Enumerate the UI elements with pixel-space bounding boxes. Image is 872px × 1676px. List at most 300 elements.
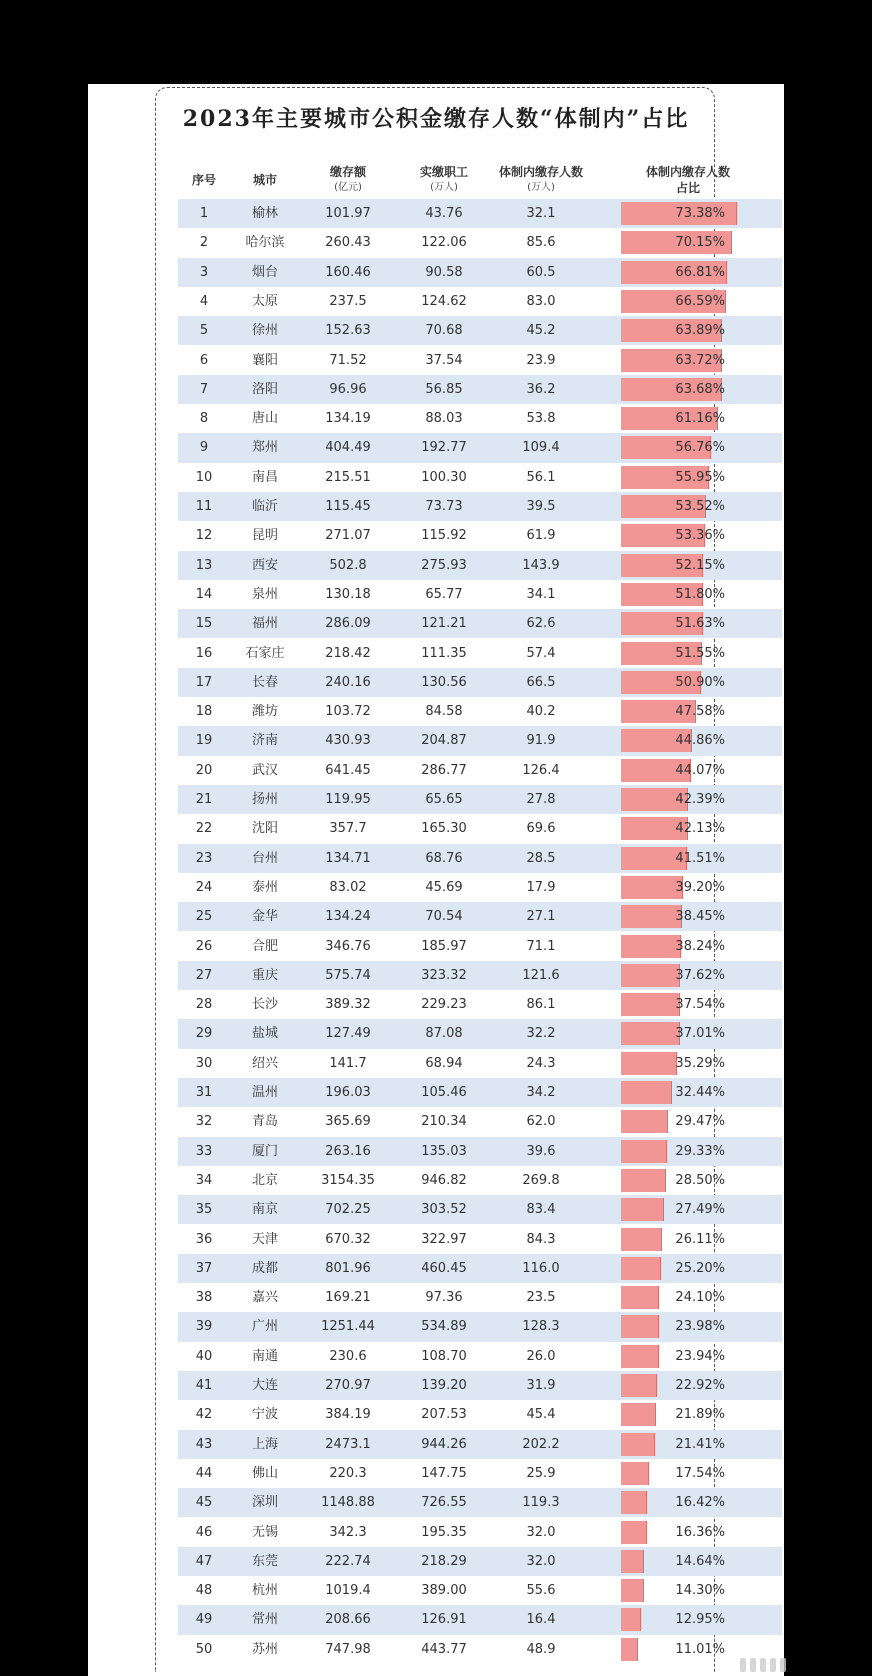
cell-workers: 84.58 [425,704,463,720]
cell-ratio: 63.68% [675,381,725,397]
cell-ratio: 17.54% [675,1465,725,1481]
cell-deposit: 670.32 [325,1231,371,1247]
cell-city: 长春 [251,674,278,690]
cell-city: 临沂 [251,499,278,514]
cell-inst: 121.6 [522,967,560,983]
cell-ratio: 23.94% [675,1348,725,1364]
table-row [178,1254,782,1283]
ratio-bar-cell [621,436,745,459]
cell-deposit: 3154.35 [321,1172,375,1188]
cell-workers: 185.97 [421,938,467,954]
cell-workers: 68.94 [425,1055,463,1071]
cell-seq: 11 [195,499,213,514]
cell-workers: 73.73 [425,499,463,514]
cell-workers: 90.58 [425,264,463,280]
cell-workers: 87.08 [425,1026,463,1042]
cell-city: 沈阳 [251,821,278,837]
cell-deposit: 152.63 [325,323,371,339]
cell-seq: 23 [195,850,213,866]
cell-ratio: 51.80% [675,586,725,602]
cell-workers: 165.30 [421,821,467,837]
cell-seq: 7 [199,381,209,397]
cell-ratio: 47.58% [675,704,725,720]
cell-inst: 31.9 [526,1378,556,1393]
cell-ratio: 38.24% [675,938,725,954]
cell-workers: 322.97 [421,1231,467,1247]
cell-workers: 303.52 [421,1202,467,1218]
cell-inst: 36.2 [526,381,556,397]
cell-city: 盐城 [251,1026,278,1042]
ratio-bar-cell [621,583,745,606]
cell-deposit: 801.96 [325,1260,371,1276]
table-row [178,785,782,814]
ratio-bar-cell [621,466,745,489]
cell-ratio: 53.52% [675,499,725,514]
cell-city: 无锡 [251,1524,278,1540]
table-row [178,961,782,990]
cell-deposit: 384.19 [325,1407,371,1423]
cell-inst: 45.4 [526,1407,556,1423]
ratio-bar-cell [621,1579,745,1602]
ratio-bar-cell [621,964,745,987]
ratio-bar-cell [621,612,745,635]
cell-seq: 3 [199,264,209,280]
cell-workers: 460.45 [421,1260,467,1276]
cell-deposit: 218.42 [325,645,371,661]
cell-ratio: 44.86% [675,733,725,749]
cell-ratio: 70.15% [675,235,725,251]
table-row [178,316,782,345]
cell-workers: 97.36 [425,1290,463,1306]
ratio-bar-cell [621,993,745,1016]
cell-workers: 726.55 [421,1495,467,1511]
cell-deposit: 389.32 [325,997,371,1013]
cell-deposit: 127.49 [325,1026,371,1042]
cell-workers: 88.03 [425,411,463,427]
cell-deposit: 342.3 [329,1524,367,1540]
cell-deposit: 271.07 [325,528,371,544]
table-row [178,1225,782,1254]
ratio-bar-cell [621,1198,745,1221]
table-row [178,1049,782,1078]
cell-inst: 39.5 [526,499,556,514]
cell-seq: 12 [195,528,213,544]
ratio-bar-cell [621,1403,745,1426]
header-inst-ratio-label: 体制内缴存人数 [645,165,730,179]
cell-ratio: 51.55% [675,645,725,661]
ratio-bar-cell [621,319,745,342]
ratio-bar-cell [621,1022,745,1045]
cell-seq: 14 [195,586,213,602]
table-row [178,1488,782,1517]
cell-ratio: 42.39% [675,792,725,807]
cell-workers: 130.56 [421,674,467,690]
cell-city: 南京 [251,1202,278,1218]
cell-ratio: 56.76% [675,440,725,456]
cell-deposit: 71.52 [329,352,367,368]
ratio-bar-cell [621,1169,745,1192]
header-seq-label: 序号 [191,173,216,187]
cell-ratio: 29.47% [675,1114,725,1130]
cell-workers: 229.23 [421,997,467,1013]
cell-seq: 25 [195,909,213,925]
cell-ratio: 53.36% [675,528,725,544]
header-city-label: 城市 [252,173,277,187]
ratio-bar-cell [621,231,745,254]
cell-inst: 34.2 [526,1085,556,1100]
table-row [178,668,782,697]
cell-inst: 83.0 [526,293,556,309]
cell-ratio: 21.89% [675,1407,725,1423]
cell-workers: 210.34 [421,1114,467,1130]
cell-workers: 68.76 [425,850,463,866]
cell-city: 青岛 [251,1114,278,1130]
cell-inst: 57.4 [526,645,556,661]
cell-seq: 15 [195,616,213,632]
cell-workers: 147.75 [421,1465,467,1481]
cell-ratio: 51.63% [675,616,725,632]
cell-inst: 128.3 [522,1319,560,1335]
cell-seq: 17 [195,674,213,690]
cell-city: 上海 [251,1436,278,1452]
cell-deposit: 220.3 [329,1465,367,1481]
cell-seq: 19 [195,733,213,749]
table-row [178,199,782,228]
cell-city: 广州 [251,1319,278,1335]
cell-workers: 946.82 [421,1172,467,1188]
ratio-bar-cell [621,1257,745,1280]
cell-city: 西安 [251,557,278,573]
cell-deposit: 83.02 [329,879,367,895]
cell-seq: 46 [195,1524,213,1540]
cell-inst: 25.9 [526,1465,556,1481]
cell-ratio: 61.16% [675,411,725,427]
table-row [178,873,782,902]
cell-ratio: 37.54% [675,997,725,1013]
cell-seq: 35 [195,1202,213,1218]
cell-ratio: 50.90% [675,674,725,690]
table-row [178,287,782,316]
cell-seq: 37 [195,1260,213,1276]
cell-city: 南通 [251,1348,278,1364]
cell-inst: 119.3 [522,1495,560,1511]
cell-inst: 126.4 [522,762,560,778]
cell-city: 太原 [251,293,278,309]
cell-deposit: 160.46 [325,264,371,280]
table-row [178,1400,782,1429]
ratio-bar-cell [621,524,745,547]
cell-deposit: 130.18 [325,586,371,602]
ratio-bar-cell [621,847,745,870]
header-workers-label: 实缴职工 [419,165,468,179]
cell-ratio: 25.20% [675,1260,725,1276]
cell-city: 嘉兴 [251,1290,278,1306]
cell-inst: 86.1 [526,997,556,1013]
cell-workers: 65.77 [425,586,463,602]
ratio-bar-cell [621,554,745,577]
cell-ratio: 52.15% [675,557,725,573]
cell-city: 襄阳 [251,352,278,368]
cell-workers: 65.65 [425,792,463,807]
cell-city: 北京 [251,1172,278,1188]
cell-deposit: 222.74 [325,1553,371,1569]
cell-workers: 100.30 [421,469,467,485]
cell-deposit: 1251.44 [321,1319,375,1335]
cell-inst: 83.4 [526,1202,556,1218]
cell-workers: 121.21 [421,616,467,632]
cell-inst: 45.2 [526,323,556,339]
cell-seq: 30 [195,1055,213,1071]
cell-deposit: 230.6 [329,1348,367,1364]
cell-seq: 24 [195,879,213,895]
cell-deposit: 134.24 [325,909,371,925]
cell-ratio: 38.45% [675,909,725,925]
cell-deposit: 430.93 [325,733,371,749]
cell-deposit: 502.8 [329,557,367,573]
cell-deposit: 747.98 [325,1641,371,1657]
table-row [178,990,782,1019]
cell-deposit: 365.69 [325,1114,371,1130]
ratio-bar-cell [621,876,745,899]
table-row [178,404,782,433]
table-row [178,639,782,668]
cell-ratio: 37.01% [675,1026,725,1042]
table-row [178,726,782,755]
cell-city: 杭州 [251,1583,278,1599]
cell-ratio: 63.89% [675,323,725,339]
cell-seq: 43 [195,1436,213,1452]
cell-city: 深圳 [251,1495,278,1511]
cell-ratio: 37.62% [675,967,725,983]
ratio-bar-cell [621,407,745,430]
cell-city: 东莞 [251,1553,278,1569]
cell-seq: 1 [199,206,209,221]
cell-city: 武汉 [251,762,278,778]
cell-ratio: 14.30% [675,1583,725,1599]
table-row [178,1019,782,1048]
ratio-bar-cell [621,1462,745,1485]
cell-deposit: 1148.88 [321,1495,375,1511]
cell-deposit: 1019.4 [325,1583,371,1599]
cell-workers: 122.06 [421,235,467,251]
cell-ratio: 39.20% [675,879,725,895]
cell-workers: 286.77 [421,762,467,778]
cell-city: 温州 [251,1085,278,1100]
cell-inst: 62.6 [526,616,556,632]
cell-ratio: 41.51% [675,850,725,866]
cell-deposit: 240.16 [325,674,371,690]
header-seq [178,156,230,204]
cell-workers: 105.46 [421,1085,467,1100]
cell-seq: 49 [195,1612,213,1628]
cell-seq: 27 [195,967,213,983]
cell-deposit: 270.97 [325,1378,371,1393]
table-row [178,551,782,580]
cell-deposit: 286.09 [325,616,371,632]
cell-workers: 218.29 [421,1553,467,1569]
cell-seq: 2 [199,235,209,251]
cell-city: 金华 [251,909,278,925]
cell-workers: 70.54 [425,909,463,925]
cell-ratio: 14.64% [675,1553,725,1569]
cell-deposit: 141.7 [329,1055,367,1071]
cell-ratio: 28.50% [675,1172,725,1188]
header-deposit-label: 缴存额 [329,165,366,179]
cell-inst: 17.9 [526,879,556,895]
cell-inst: 66.5 [526,674,556,690]
cell-ratio: 29.33% [675,1143,725,1159]
cell-workers: 204.87 [421,733,467,749]
cell-ratio: 24.10% [675,1290,725,1306]
cell-city: 徐州 [251,323,278,339]
cell-deposit: 2473.1 [325,1436,371,1452]
cell-inst: 40.2 [526,704,556,720]
header-inst-count-label: 体制内缴存人数 [498,165,583,179]
cell-ratio: 63.72% [675,352,725,368]
cell-seq: 50 [195,1641,213,1657]
cell-workers: 70.68 [425,323,463,339]
cell-seq: 13 [195,557,213,573]
cell-inst: 34.1 [526,586,556,602]
cell-inst: 53.8 [526,411,556,427]
cell-workers: 124.62 [421,293,467,309]
cell-city: 佛山 [251,1465,278,1481]
ratio-bar-cell [621,788,745,811]
ratio-bar-cell [621,1315,745,1338]
table-row [178,492,782,521]
cell-ratio: 73.38% [675,206,725,221]
cell-seq: 42 [195,1407,213,1423]
cell-deposit: 196.03 [325,1085,371,1100]
cell-seq: 16 [195,645,213,661]
cell-inst: 60.5 [526,264,556,280]
table-row [178,1576,782,1605]
cell-workers: 108.70 [421,1348,467,1364]
cell-ratio: 42.13% [675,821,725,837]
cell-seq: 39 [195,1319,213,1335]
cell-city: 扬州 [251,792,278,807]
table-row [178,1137,782,1166]
cell-seq: 20 [195,762,213,778]
cell-city: 济南 [251,733,278,749]
cell-inst: 55.6 [526,1583,556,1599]
scroll-handle-icon[interactable] [740,1658,790,1672]
ratio-bar-cell [621,1140,745,1163]
ratio-bar-cell [621,671,745,694]
cell-inst: 202.2 [522,1436,560,1452]
cell-deposit: 404.49 [325,440,371,456]
cell-deposit: 237.5 [329,293,367,309]
header-inst-ratio-unit: 占比 [675,181,700,195]
header-inst-count-unit: (万人) [527,182,555,193]
ratio-bar-cell [621,817,745,840]
table-row [178,433,782,462]
cell-ratio: 35.29% [675,1055,725,1071]
cell-deposit: 134.19 [325,411,371,427]
cell-inst: 61.9 [526,528,556,544]
cell-city: 天津 [251,1231,278,1247]
cell-workers: 135.03 [421,1143,467,1159]
cell-deposit: 103.72 [325,704,371,720]
cell-city: 泰州 [251,879,278,895]
ratio-bar-cell [621,1286,745,1309]
cell-seq: 47 [195,1553,213,1569]
cell-deposit: 215.51 [325,469,371,485]
cell-seq: 38 [195,1290,213,1306]
ratio-bar-cell [621,905,745,928]
ratio-bar-cell [621,1081,745,1104]
table-row [178,1635,782,1664]
cell-inst: 143.9 [522,557,560,573]
cell-workers: 139.20 [421,1378,467,1393]
cell-inst: 23.5 [526,1290,556,1306]
table-row [178,1605,782,1634]
cell-inst: 62.0 [526,1114,556,1130]
cell-inst: 27.8 [526,792,556,807]
cell-inst: 24.3 [526,1055,556,1071]
cell-city: 厦门 [251,1143,278,1159]
table-row [178,1430,782,1459]
cell-seq: 26 [195,938,213,954]
cell-seq: 6 [199,352,209,368]
cell-city: 绍兴 [251,1055,278,1071]
cell-ratio: 26.11% [675,1231,725,1247]
cell-city: 石家庄 [245,645,285,661]
cell-city: 昆明 [251,528,278,544]
page-title: 2023年主要城市公积金缴存人数“体制内”占比 [182,106,690,132]
cell-city: 泉州 [251,586,278,602]
cell-inst: 84.3 [526,1231,556,1247]
table-row [178,814,782,843]
table-row [178,1342,782,1371]
ratio-bar-cell [621,1374,745,1397]
cell-ratio: 44.07% [675,762,725,778]
cell-deposit: 96.96 [329,381,367,397]
cell-city: 台州 [251,850,278,866]
cell-city: 成都 [251,1260,278,1276]
table-row [178,1312,782,1341]
cell-workers: 944.26 [421,1436,467,1452]
cell-inst: 28.5 [526,850,556,866]
ratio-bar-cell [621,1491,745,1514]
cell-workers: 126.91 [421,1612,467,1628]
cell-workers: 443.77 [421,1641,467,1657]
ratio-bar-cell [621,1052,745,1075]
cell-city: 宁波 [251,1407,278,1423]
cell-ratio: 16.36% [675,1524,725,1540]
cell-inst: 39.6 [526,1143,556,1159]
cell-workers: 43.76 [425,206,463,221]
table-row [178,1283,782,1312]
table-row [178,580,782,609]
cell-workers: 37.54 [425,352,463,368]
ratio-bar-cell [621,1638,745,1661]
table-row [178,346,782,375]
header-workers [396,156,492,204]
cell-inst: 69.6 [526,821,556,837]
cell-seq: 31 [195,1085,213,1100]
ratio-bar-cell [621,261,745,284]
cell-deposit: 208.66 [325,1612,371,1628]
cell-ratio: 66.81% [675,264,725,280]
cell-deposit: 169.21 [325,1290,371,1306]
cell-city: 哈尔滨 [245,235,285,251]
ratio-bar-cell [621,290,745,313]
ratio-bar-cell [621,1228,745,1251]
cell-city: 合肥 [251,938,278,954]
cell-inst: 109.4 [522,440,560,456]
header-workers-unit: (万人) [430,182,458,193]
